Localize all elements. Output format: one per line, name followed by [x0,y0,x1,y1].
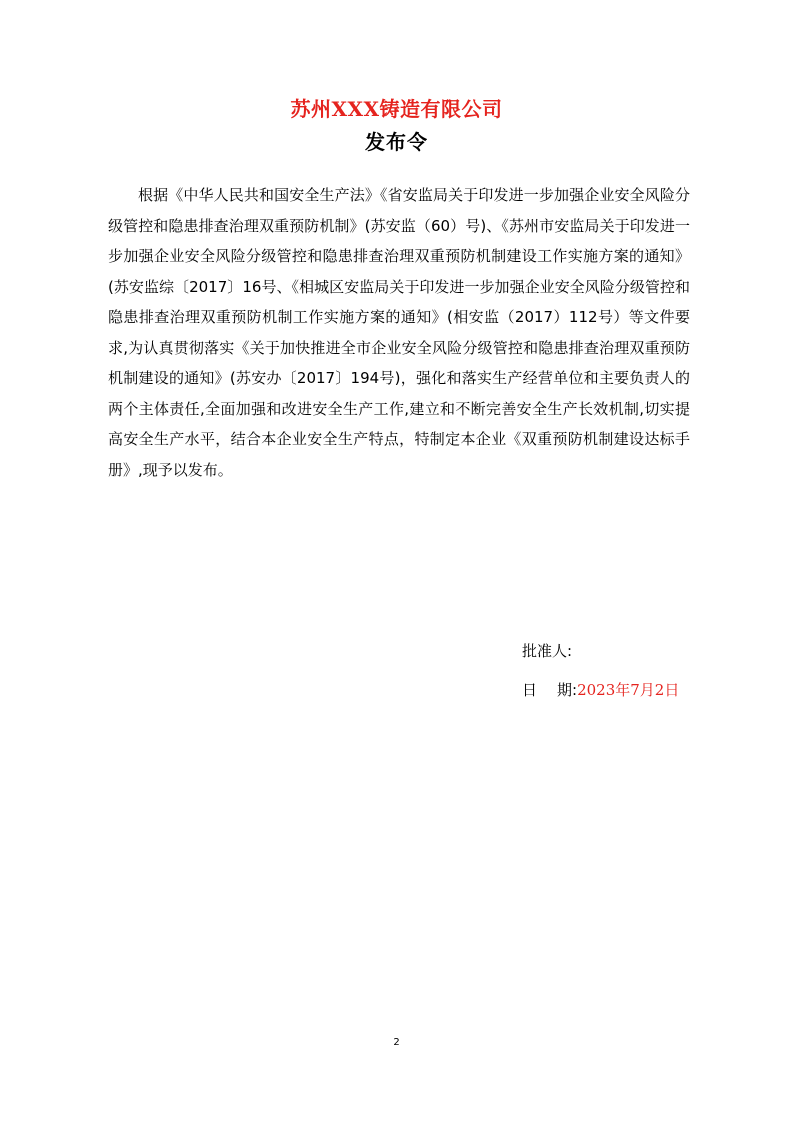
body-paragraph: 根据《中华人民共和国安全生产法》《省安监局关于印发进一步加强企业安全风险分级管控和隐患排查治理双重预防机制》(苏安监（60）号)、《苏州市安监局关于印发进一步加强企业安全风险分级管控和隐患排查治理双重预防机制建设工作实施方案的通知》(苏安监综〔2017〕16号、《相城区安监局关于印发进一步加强企业安全风险分级管控和隐患排查治理双重预防机制工作实施方案的通知》(相安监（2017）112号）等文件要求,为认真贯彻落实《关于加快推进全市企业安全风险分级管控和隐患排查治理双重预防机制建设的通知》(苏安办〔2017〕194号)，强化和落实生产经营单位和主要负责人的两个主体责任,全面加强和改进安全生产工作,建立和不断完善安全生产长效机制,切实提高安全生产水平，结合本企业安全生产特点，特制定本企业《双重预防机制建设达标手册》,现予以发布。 [108,186,690,479]
document-title: 发布令 [365,130,428,154]
approver-label: 批准人: [522,642,573,660]
date-label-first-char: 日 [522,681,538,699]
date-line [522,679,679,701]
company-name: 苏州XXX铸造有限公司 [290,97,503,121]
date-value: 2023年7月2日 [577,681,680,699]
date-label-second-char: 期: [557,681,578,699]
date-label [522,681,577,699]
page-number: 2 [393,1037,400,1048]
